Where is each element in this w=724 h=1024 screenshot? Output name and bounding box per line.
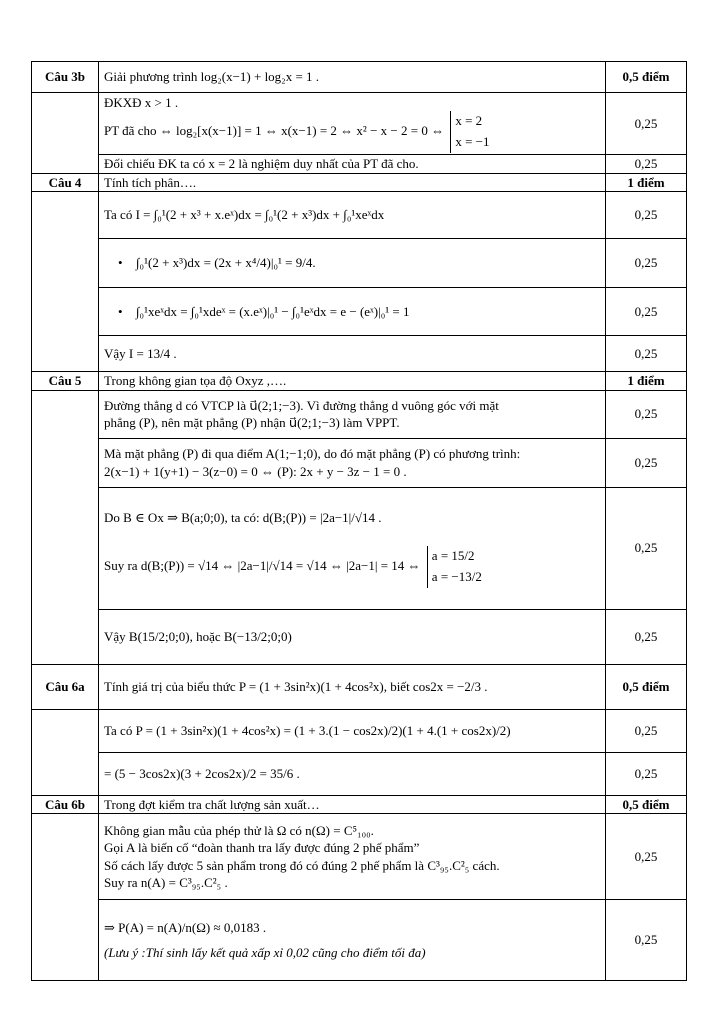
solution-step: Mà mặt phẳng (P) đi qua điểm A(1;−1;0), do đó mặt phẳng (P) có phương trình: 2(x−1) + 1(y+1) − 3(z−0) = 0 ⇔ (P): 2x + y − 3z − 1 = 0 .: [99, 438, 606, 487]
question-label: Câu 4: [32, 173, 99, 192]
question-text: Tính giá trị của biểu thức P = (1 + 3sin²x)(1 + 4cos²x), biết cos2x = −2/3 .: [99, 664, 606, 709]
solution-step: [99, 93, 606, 155]
step-score: 0,25: [606, 814, 687, 900]
solution-step: Ta có I = ∫₀¹(2 + x³ + x.eˣ)dx = ∫₀¹(2 + x³)dx + ∫₀¹xeˣdx: [99, 192, 606, 239]
root-system: x = 2 x = −1: [450, 111, 489, 153]
solution-step: Vậy B(15/2;0;0), hoặc B(−13/2;0;0): [99, 609, 606, 664]
solution-step: Ta có P = (1 + 3sin²x)(1 + 4cos²x) = (1 + 3.(1 − cos2x)/2)(1 + 4.(1 + cos2x)/2): [99, 709, 606, 752]
solution-step: Đường thẳng d có VTCP là u⃗(2;1;−3). Vì đường thẳng d vuông góc với mặt phẳng (P), nên mặt phẳng (P) nhận u⃗(2;1;−3) làm VPPT.: [99, 390, 606, 438]
answer-table: [31, 61, 687, 981]
bullet-icon: •: [118, 303, 123, 319]
solution-step: ⇒ P(A) = n(A)/n(Ω) ≈ 0,0183 . (Lưu ý :Thí sinh lấy kết quả xấp xỉ 0,02 cũng cho điểm tối đa): [99, 900, 606, 981]
question-text: Trong không gian tọa độ Oxyz ,….: [99, 372, 606, 391]
step-score: 0,25: [606, 752, 687, 795]
question-points: 0,5 điểm: [606, 664, 687, 709]
question-points: 1 điểm: [606, 173, 687, 192]
question-points: 0,5 điểm: [606, 795, 687, 814]
grading-note: (Lưu ý :Thí sinh lấy kết quả xấp xỉ 0,02 cũng cho điểm tối đa): [104, 945, 426, 961]
bullet-icon: •: [118, 255, 123, 271]
question-text: Tính tích phân….: [99, 173, 606, 192]
step-score: 0,25: [606, 336, 687, 372]
step-score: 0,25: [606, 93, 687, 155]
step-score: 0,25: [606, 192, 687, 239]
solution-step: • ∫₀¹xeˣdx = ∫₀¹xdeˣ = (x.eˣ)|₀¹ − ∫₀¹eˣdx = e − (eˣ)|₀¹ = 1: [99, 288, 606, 336]
step-line: ĐKXĐ x > 1 .: [104, 94, 179, 110]
solution-step: Không gian mẫu của phép thử là Ω có n(Ω) = C⁵₁₀₀. Gọi A là biến cố “đoàn thanh tra lấy được đúng 2 phế phẩm” Số cách lấy được 5 sản phẩm trong đó có đúng 2 phế phẩm là C³₉₅.C²₅ cách. Suy ra n(A) = C³₉₅.C²₅ .: [99, 814, 606, 900]
solution-step: Do B ∈ Ox ⇒ B(a;0;0), ta có: d(B;(P)) = |2a−1|/√14 . Suy ra d(B;(P)) = √14 ⇔ |2a−1|/√14 = √14 ⇔ |2a−1| = 14 ⇔ a = 15/2 a = −13/2: [99, 487, 606, 609]
question-text: Giải phương trình log₂(x−1) + log₂x = 1 .: [99, 62, 606, 93]
step-score: 0,25: [606, 155, 687, 174]
step-score: 0,25: [606, 900, 687, 981]
question-points: 0,5 điểm: [606, 62, 687, 93]
question-label: Câu 6a: [32, 664, 99, 709]
question-label: Câu 3b: [32, 62, 99, 93]
step-line: PT đã cho ⇔ log₂[x(x−1)] = 1 ⇔ x(x−1) = 2 ⇔ x² − x − 2 = 0 ⇔ x = 2 x = −1: [104, 111, 600, 153]
step-score: 0,25: [606, 709, 687, 752]
root-system: a = 15/2 a = −13/2: [427, 546, 482, 588]
step-score: 0,25: [606, 487, 687, 609]
solution-step: • ∫₀¹(2 + x³)dx = (2x + x⁴/4)|₀¹ = 9/4.: [99, 239, 606, 288]
step-score: 0,25: [606, 288, 687, 336]
question-label: Câu 5: [32, 372, 99, 391]
solution-step: Đối chiếu ĐK ta có x = 2 là nghiệm duy nhất của PT đã cho.: [99, 155, 606, 174]
step-score: 0,25: [606, 390, 687, 438]
question-text: Trong đợt kiểm tra chất lượng sản xuất…: [99, 795, 606, 814]
solution-step: Vậy I = 13/4 .: [99, 336, 606, 372]
step-score: 0,25: [606, 438, 687, 487]
question-points: 1 điểm: [606, 372, 687, 391]
question-label: Câu 6b: [32, 795, 99, 814]
step-score: 0,25: [606, 609, 687, 664]
solution-step: = (5 − 3cos2x)(3 + 2cos2x)/2 = 35/6 .: [99, 752, 606, 795]
step-score: 0,25: [606, 239, 687, 288]
